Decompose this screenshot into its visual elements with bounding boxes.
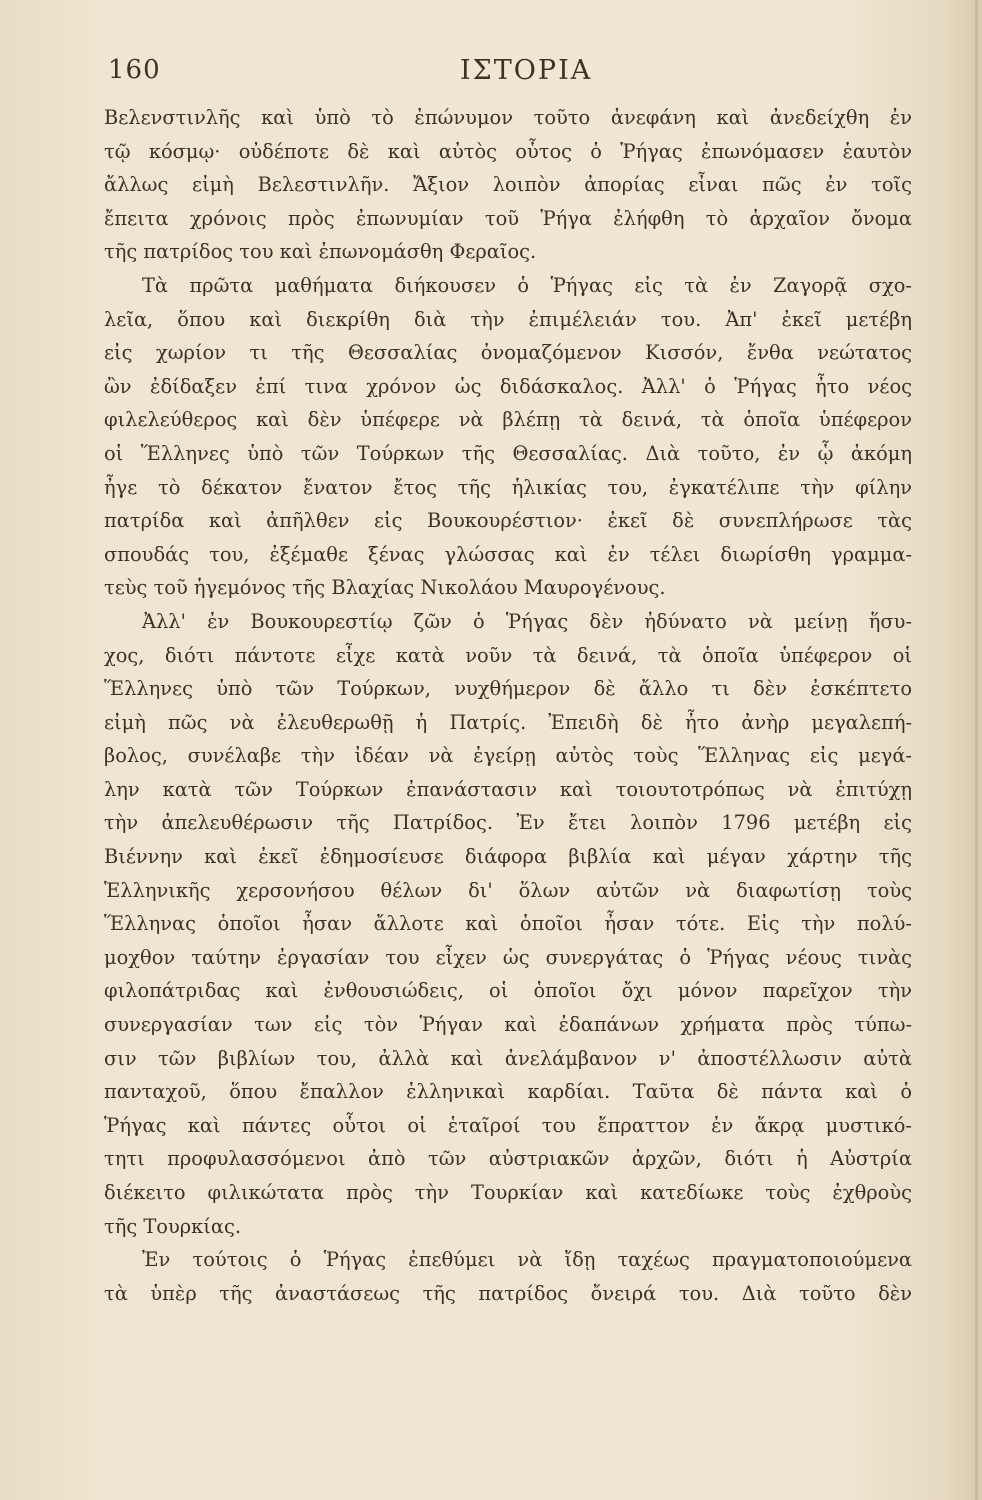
running-title: ΙΣΤΟΡΙΑ	[460, 55, 593, 86]
text-line: τῆς Τουρκίας.	[104, 1214, 242, 1238]
text-line: τὰ ὑπὲρ τῆς ἀναστάσεως τῆς πατρίδος ὄνειρά του. Διὰ τοῦτο δὲν	[104, 1281, 912, 1305]
text-line: λην κατὰ τῶν Τούρκων ἐπανάστασιν καὶ τοιουτοτρόπως νὰ ἐπιτύχῃ	[104, 777, 912, 801]
text-line: τῆς πατρίδος του καὶ ἐπωνομάσθη Φεραῖος.	[104, 240, 537, 264]
text-line: Βιέννην καὶ ἐκεῖ ἐδημοσίευσε διάφορα βιβλία καὶ μέγαν χάρτην τῆς	[104, 845, 912, 869]
text-line: ὢν ἐδίδαξεν ἐπί τινα χρόνον ὡς διδάσκαλος. Ἀλλ' ὁ Ῥήγας ἦτο νέος	[104, 374, 912, 398]
text-line: Ἑλληνικῆς χερσονήσου θέλων δι' ὅλων αὐτῶν νὰ διαφωτίσῃ τοὺς	[104, 878, 912, 902]
text-line: Ἕλληνας ὁποῖοι ἦσαν ἄλλοτε καὶ ὁποῖοι ἦσαν τότε. Εἰς τὴν πολύ-	[104, 912, 912, 936]
text-line: συνεργασίαν των εἰς τὸν Ῥήγαν καὶ ἐδαπάνων χρήματα πρὸς τύπω-	[104, 1013, 912, 1037]
text-line: τὴν ἀπελευθέρωσιν τῆς Πατρίδος. Ἐν ἔτει λοιπὸν 1796 μετέβη εἰς	[104, 811, 912, 835]
page-header	[108, 55, 908, 95]
text-line: Ῥήγας καὶ πάντες οὗτοι οἱ ἑταῖροί του ἔπραττον ἐν ἄκρᾳ μυστικό-	[104, 1113, 912, 1137]
text-line: εἰς χωρίον τι τῆς Θεσσαλίας ὀνομαζόμενον Κισσόν, ἔνθα νεώτατος	[104, 341, 912, 365]
text-line: οἱ Ἕλληνες ὑπὸ τῶν Τούρκων τῆς Θεσσαλίας. Διὰ τοῦτο, ἐν ᾧ ἀκόμη	[104, 441, 912, 465]
text-line: πατρίδα καὶ ἀπῆλθεν εἰς Βουκουρέστιον· ἐκεῖ δὲ συνεπλήρωσε τὰς	[104, 509, 912, 533]
text-line: Βελενστινλῆς καὶ ὑπὸ τὸ ἐπώνυμον τοῦτο ἀνεφάνη καὶ ἀνεδείχθη ἐν	[104, 106, 912, 129]
text-line: Τὰ πρῶτα μαθήματα διήκουσεν ὁ Ῥήγας εἰς τὰ ἐν Ζαγορᾷ σχο-	[142, 273, 912, 297]
text-line: ἔπειτα χρόνοις πρὸς ἐπωνυμίαν τοῦ Ῥήγα ἐλήφθη τὸ ἀρχαῖον ὄνομα	[104, 206, 912, 230]
text-line: εἰμὴ πῶς νὰ ἐλευθερωθῇ ἡ Πατρίς. Ἐπειδὴ δὲ ἦτο ἀνὴρ μεγαλεπή-	[104, 710, 912, 734]
text-line: διέκειτο φιλικώτατα πρὸς τὴν Τουρκίαν καὶ κατεδίωκε τοὺς ἐχθροὺς	[104, 1181, 912, 1204]
page-edge	[975, 0, 978, 1500]
text-line: χος, διότι πάντοτε εἶχε κατὰ νοῦν τὰ δεινά, τὰ ὁποῖα ὑπέφερον οἱ	[104, 643, 912, 667]
text-line: βολος, συνέλαβε τὴν ἰδέαν νὰ ἐγείρῃ αὐτὸς τοὺς Ἕλληνας εἰς μεγά-	[104, 744, 912, 768]
page-number: 160	[108, 55, 161, 85]
body-text	[104, 101, 912, 1310]
text-line: λεῖα, ὅπου καὶ διεκρίθη διὰ τὴν ἐπιμέλειάν του. Ἀπ' ἐκεῖ μετέβη	[104, 307, 912, 331]
text-line: τῷ κόσμῳ· οὐδέποτε δὲ καὶ αὐτὸς οὗτος ὁ Ῥήγας ἐπωνόμασεν ἑαυτὸν	[104, 139, 912, 163]
text-line: ἦγε τὸ δέκατον ἔνατον ἔτος τῆς ἡλικίας του, ἐγκατέλιπε τὴν φίλην	[104, 475, 912, 499]
text-line: πανταχοῦ, ὅπου ἔπαλλον ἑλληνικαὶ καρδίαι. Ταῦτα δὲ πάντα καὶ ὁ	[104, 1080, 912, 1104]
text-line: φιλοπάτριδας καὶ ἐνθουσιώδεις, οἱ ὁποῖοι ὄχι μόνον παρεῖχον τὴν	[104, 979, 912, 1003]
text-line: φιλελεύθερος καὶ δὲν ὑπέφερε νὰ βλέπῃ τὰ δεινά, τὰ ὁποῖα ὑπέφερον	[104, 408, 912, 432]
text-line: σπουδάς του, ἐξέμαθε ξένας γλώσσας καὶ ἐν τέλει διωρίσθη γραμμα-	[104, 542, 912, 566]
text-line: Ἀλλ' ἐν Βουκουρεστίῳ ζῶν ὁ Ῥήγας δὲν ἠδύνατο νὰ μείνῃ ἥσυ-	[142, 609, 912, 633]
text-line: Ἕλληνες ὑπὸ τῶν Τούρκων, νυχθήμερον δὲ ἄλλο τι δὲν ἐσκέπτετο	[104, 677, 912, 701]
text-line: τεὺς τοῦ ἡγεμόνος τῆς Βλαχίας Νικολάου Μαυρογένους.	[104, 576, 666, 600]
text-line: σιν τῶν βιβλίων του, ἀλλὰ καὶ ἀνελάμβανον ν' ἀποστέλλωσιν αὐτὰ	[104, 1046, 912, 1070]
text-line: Ἐν τούτοις ὁ Ῥήγας ἐπεθύμει νὰ ἴδῃ ταχέως πραγματοποιούμενα	[142, 1248, 912, 1272]
text-line: ἄλλως εἰμὴ Βελεστινλῆν. Ἄξιον λοιπὸν ἀπορίας εἶναι πῶς ἐν τοῖς	[104, 173, 912, 197]
text-line: μοχθον ταύτην ἐργασίαν του εἶχεν ὡς συνεργάτας ὁ Ῥήγας νέους τινὰς	[104, 945, 912, 969]
text-line: τητι προφυλασσόμενοι ἀπὸ τῶν αὐστριακῶν ἀρχῶν, διότι ἡ Αὐστρία	[104, 1147, 912, 1171]
